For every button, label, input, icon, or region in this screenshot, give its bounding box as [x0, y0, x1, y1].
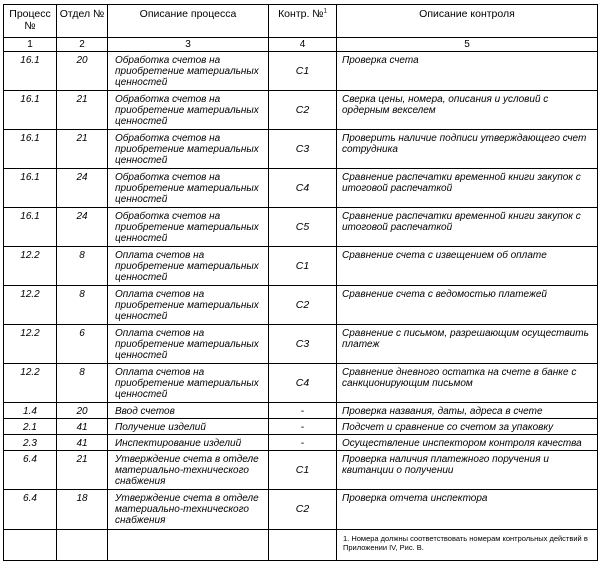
- control-description-cell: Сверка цены, номера, описания и условий с ордерным векселем: [337, 91, 598, 130]
- control-description-cell: Сравнение распечатки временной книги закупок с итоговой распечаткой: [337, 169, 598, 208]
- process-number-cell: 6.4: [4, 490, 57, 530]
- table-row: [4, 208, 598, 247]
- footnote-text: 1. Номера должны соответствовать номерам контрольных действий в Приложении IV, Рис. В.: [337, 530, 598, 561]
- control-number-cell: [269, 52, 337, 91]
- process-description-cell: Обработка счетов на приобретение материальных ценностей: [108, 169, 269, 208]
- table-row: [4, 286, 598, 325]
- table-body: [4, 52, 598, 561]
- control-number-cell: [269, 247, 337, 286]
- process-description-cell: Обработка счетов на приобретение материальных ценностей: [108, 91, 269, 130]
- control-number-label: С4: [295, 377, 310, 389]
- department-number-cell: 8: [57, 247, 108, 286]
- process-description-cell: Получение изделий: [108, 419, 269, 435]
- table-row: [4, 364, 598, 403]
- header-department-number: Отдел №: [57, 5, 108, 38]
- control-description-cell: Проверка наличия платежного поручения и квитанции о получении: [337, 451, 598, 490]
- process-number-cell: 16.1: [4, 169, 57, 208]
- process-number-cell: 6.4: [4, 451, 57, 490]
- table-row: [4, 419, 598, 435]
- table-header-row: [4, 5, 598, 38]
- process-description-cell: Утверждение счета в отделе материально-технического снабжения: [108, 451, 269, 490]
- control-number-cell: [269, 91, 337, 130]
- table-row: [4, 435, 598, 451]
- document-page: [3, 4, 598, 561]
- control-number-cell: [269, 419, 337, 435]
- control-description-cell: Сравнение распечатки временной книги закупок с итоговой распечаткой: [337, 208, 598, 247]
- control-description-cell: Осуществление инспектором контроля качества: [337, 435, 598, 451]
- control-number-label: С1: [295, 464, 310, 476]
- control-number-label: С4: [295, 182, 310, 194]
- control-number-cell: [269, 364, 337, 403]
- column-number: 1: [4, 38, 57, 52]
- control-number-label: С2: [295, 299, 310, 311]
- table-row: [4, 403, 598, 419]
- table-row: [4, 52, 598, 91]
- process-description-cell: Ввод счетов: [108, 403, 269, 419]
- control-number-label: С1: [295, 65, 310, 77]
- control-number-cell: [269, 451, 337, 490]
- department-number-cell: 21: [57, 130, 108, 169]
- control-number-cell: [269, 286, 337, 325]
- department-number-cell: 24: [57, 208, 108, 247]
- table-row: [4, 325, 598, 364]
- department-number-cell: 41: [57, 419, 108, 435]
- control-description-cell: Сравнение счета с ведомостью платежей: [337, 286, 598, 325]
- process-number-cell: 16.1: [4, 130, 57, 169]
- control-number-cell: [269, 325, 337, 364]
- control-number-cell: [269, 490, 337, 530]
- header-control-description: Описание контроля: [337, 5, 598, 38]
- process-description-cell: Оплата счетов на приобретение материальных ценностей: [108, 247, 269, 286]
- control-number-label: С2: [295, 503, 310, 515]
- process-number-cell: 2.3: [4, 435, 57, 451]
- department-number-cell: 20: [57, 403, 108, 419]
- process-number-cell: 12.2: [4, 325, 57, 364]
- control-description-cell: Подсчет и сравнение со счетом за упаковку: [337, 419, 598, 435]
- process-description-cell: Оплата счетов на приобретение материальных ценностей: [108, 325, 269, 364]
- process-description-cell: Обработка счетов на приобретение материальных ценностей: [108, 130, 269, 169]
- table-row: [4, 130, 598, 169]
- process-description-cell: Оплата счетов на приобретение материальных ценностей: [108, 364, 269, 403]
- process-number-cell: 16.1: [4, 91, 57, 130]
- process-description-cell: Оплата счетов на приобретение материальных ценностей: [108, 286, 269, 325]
- control-number-cell: [269, 435, 337, 451]
- department-number-cell: 41: [57, 435, 108, 451]
- control-number-label: С1: [295, 260, 310, 272]
- control-description-cell: Проверка названия, даты, адреса в счете: [337, 403, 598, 419]
- department-number-cell: 8: [57, 286, 108, 325]
- process-number-cell: 12.2: [4, 364, 57, 403]
- header-process-number: Процесс №: [4, 5, 57, 38]
- department-number-cell: 24: [57, 169, 108, 208]
- process-description-cell: Инспектирование изделий: [108, 435, 269, 451]
- process-number-cell: 16.1: [4, 52, 57, 91]
- column-number: 3: [108, 38, 269, 52]
- process-number-cell: 12.2: [4, 286, 57, 325]
- control-number-cell: [269, 130, 337, 169]
- control-number-label: -: [300, 405, 305, 417]
- column-number-row: [4, 38, 598, 52]
- control-description-cell: Проверка счета: [337, 52, 598, 91]
- department-number-cell: 21: [57, 91, 108, 130]
- control-description-cell: Проверка отчета инспектора: [337, 490, 598, 530]
- column-number: 2: [57, 38, 108, 52]
- footnote-marker: 1: [323, 8, 327, 15]
- control-number-cell: [269, 208, 337, 247]
- table-row: [4, 490, 598, 530]
- control-number-label: С3: [295, 143, 310, 155]
- control-number-label: С2: [295, 104, 310, 116]
- process-number-cell: 2.1: [4, 419, 57, 435]
- control-number-cell: [269, 169, 337, 208]
- process-number-cell: 1.4: [4, 403, 57, 419]
- header-control-number-label: Контр. №: [278, 8, 324, 20]
- department-number-cell: 21: [57, 451, 108, 490]
- column-number: 5: [337, 38, 598, 52]
- table-row: [4, 169, 598, 208]
- column-number: 4: [269, 38, 337, 52]
- table-row: [4, 91, 598, 130]
- department-number-cell: 8: [57, 364, 108, 403]
- process-description-cell: Обработка счетов на приобретение материальных ценностей: [108, 52, 269, 91]
- department-number-cell: 6: [57, 325, 108, 364]
- control-number-label: С3: [295, 338, 310, 350]
- control-number-label: -: [300, 421, 305, 433]
- process-number-cell: 12.2: [4, 247, 57, 286]
- process-description-cell: Утверждение счета в отделе материально-технического снабжения: [108, 490, 269, 530]
- department-number-cell: 18: [57, 490, 108, 530]
- table-row: [4, 451, 598, 490]
- header-process-description: Описание процесса: [108, 5, 269, 38]
- control-number-label: С5: [295, 221, 310, 233]
- control-description-cell: Сравнение дневного остатка на счете в банке с санкционирующим письмом: [337, 364, 598, 403]
- header-control-number: [269, 5, 337, 38]
- table-row: [4, 247, 598, 286]
- control-description-cell: Сравнение счета с извещением об оплате: [337, 247, 598, 286]
- department-number-cell: 20: [57, 52, 108, 91]
- control-description-cell: Сравнение с письмом, разрешающим осуществить платеж: [337, 325, 598, 364]
- control-description-cell: Проверить наличие подписи утверждающего счет сотрудника: [337, 130, 598, 169]
- process-number-cell: 16.1: [4, 208, 57, 247]
- process-description-cell: Обработка счетов на приобретение материальных ценностей: [108, 208, 269, 247]
- control-number-label: -: [300, 437, 305, 449]
- footnote-row: [4, 530, 598, 561]
- controls-table: [3, 4, 598, 561]
- control-number-cell: [269, 403, 337, 419]
